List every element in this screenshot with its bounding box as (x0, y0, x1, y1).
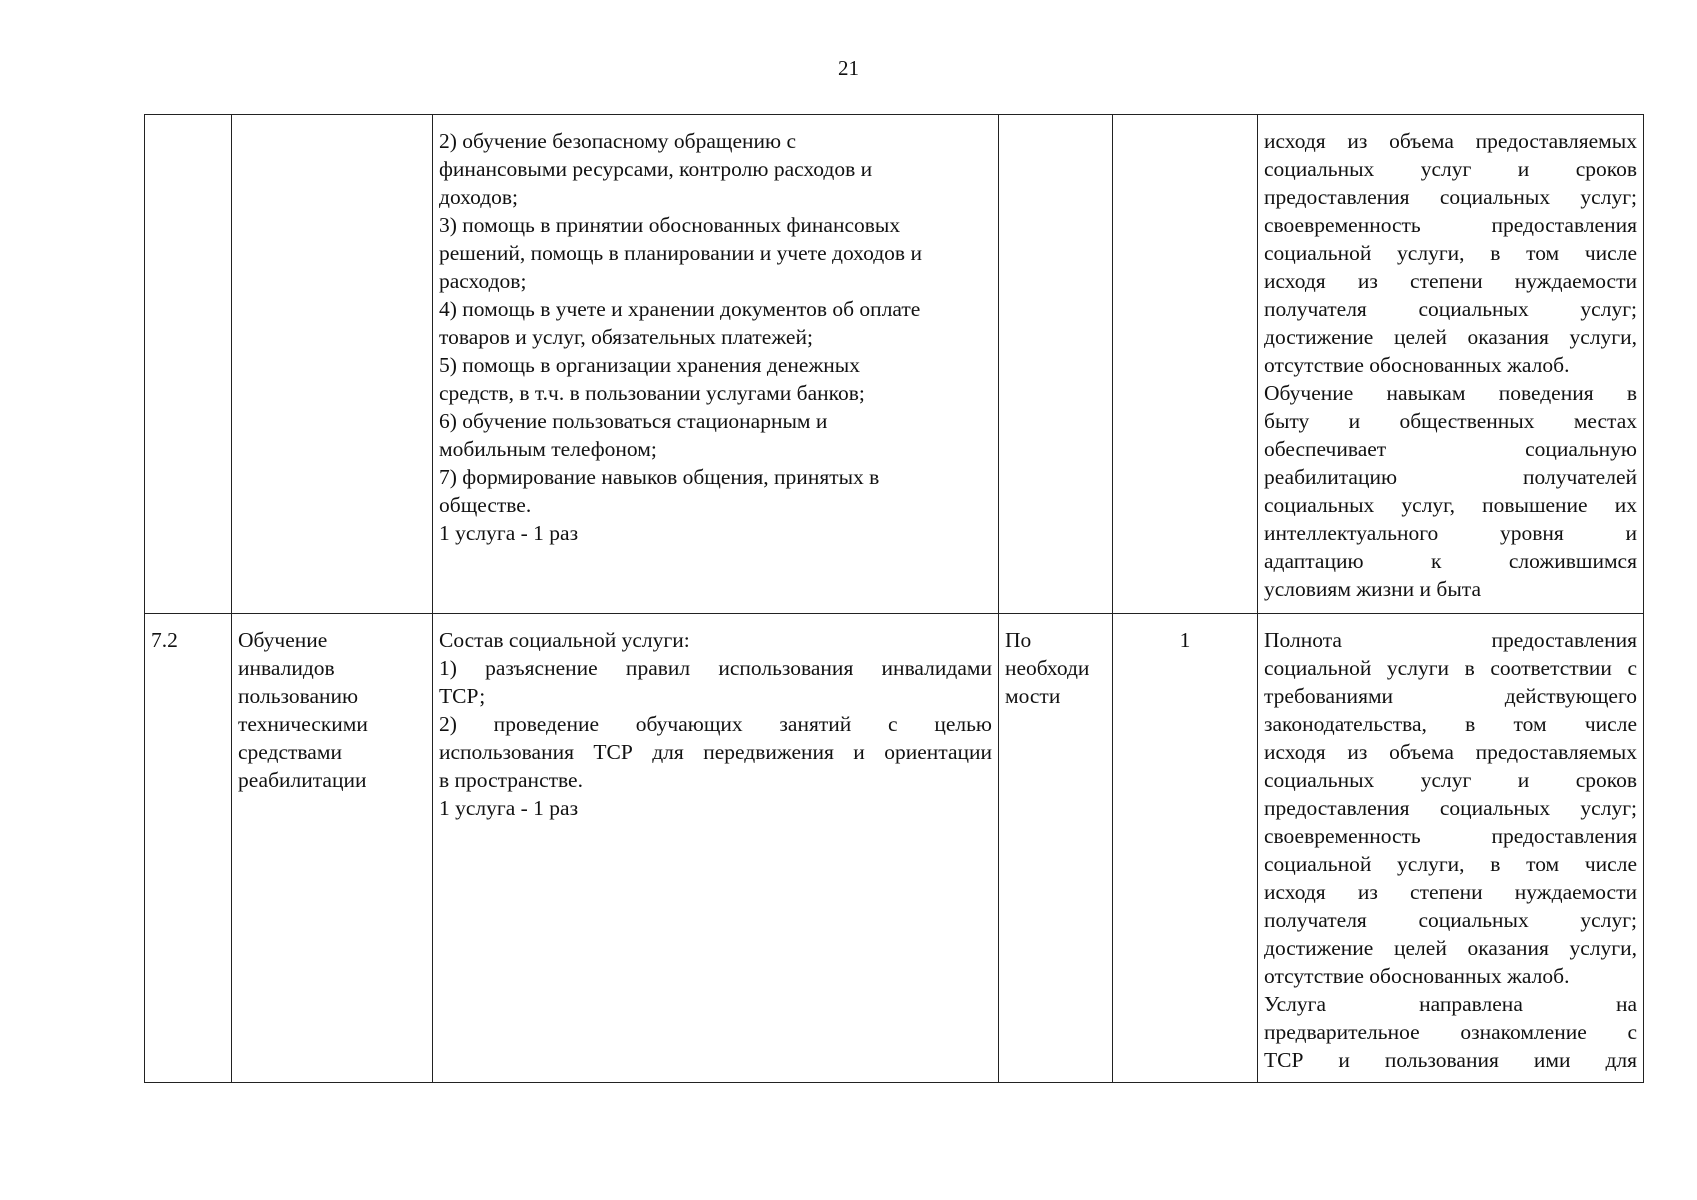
cell-criteria (1258, 614, 1644, 1083)
criteria-line: интеллектуального уровня и (1264, 521, 1637, 545)
criteria-line: предварительное ознакомление с (1264, 1020, 1637, 1044)
criteria-line: адаптацию к сложившимся (1264, 549, 1637, 573)
description-line: 7) формирование навыков общения, принятых в (439, 465, 880, 489)
criteria-line: условиям жизни и быта (1264, 577, 1482, 601)
cell-quantity: 1 (1113, 614, 1258, 1083)
criteria-line: достижение целей оказания услуги, (1264, 936, 1637, 960)
description-line: 1 услуга - 1 раз (439, 796, 579, 820)
description-line: использования ТСР для передвижения и ориентации (439, 740, 992, 764)
description-line: ТСР; (439, 684, 486, 708)
description-line: Состав социальной услуги: (439, 628, 690, 652)
criteria-line: получателя социальных услуг; (1264, 297, 1637, 321)
cell-description (433, 614, 999, 1083)
criteria-line: исходя из степени нуждаемости (1264, 269, 1637, 293)
cell-service-name (232, 614, 433, 1083)
criteria-line: социальной услуги в соответствии с (1264, 656, 1637, 680)
criteria-line: исходя из объема предоставляемых (1264, 740, 1637, 764)
description-line: мобильным телефоном; (439, 437, 657, 461)
criteria-line: обеспечивает социальную (1264, 437, 1637, 461)
description-line: средств, в т.ч. в пользовании услугами банков; (439, 381, 865, 405)
criteria-line: требованиями действующего (1264, 684, 1637, 708)
cell-frequency (999, 614, 1113, 1083)
description-line: доходов; (439, 185, 519, 209)
description-line: 4) помощь в учете и хранении документов об оплате (439, 297, 921, 321)
description-line: 1) разъяснение правил использования инвалидами (439, 656, 992, 680)
criteria-line: отсутствие обоснованных жалоб. (1264, 964, 1570, 988)
criteria-line: законодательства, в том числе (1264, 712, 1637, 736)
criteria-line: Услуга направлена на (1264, 992, 1637, 1016)
description-line: в пространстве. (439, 768, 583, 792)
description-line: 2) обучение безопасному обращению с (439, 129, 797, 153)
description-line: 2) проведение обучающих занятий с целью (439, 712, 992, 736)
cell-number (145, 115, 232, 614)
service-name-line: техническими (238, 712, 368, 736)
criteria-line: Полнота предоставления (1264, 628, 1637, 652)
description-line: 1 услуга - 1 раз (439, 521, 579, 545)
description-line: 5) помощь в организации хранения денежных (439, 353, 861, 377)
criteria-line: социальной услуги, в том числе (1264, 241, 1637, 265)
criteria-line: социальной услуги, в том числе (1264, 852, 1637, 876)
description-line: 6) обучение пользоваться стационарным и (439, 409, 828, 433)
description-line: 3) помощь в принятии обоснованных финансовых (439, 213, 901, 237)
service-name-line: инвалидов (238, 656, 335, 680)
service-name-line: пользованию (238, 684, 359, 708)
cell-description (433, 115, 999, 614)
description-line: решений, помощь в планировании и учете доходов и (439, 241, 922, 265)
criteria-line: своевременность предоставления (1264, 213, 1637, 237)
description-line: обществе. (439, 493, 532, 517)
cell-frequency (999, 115, 1113, 614)
service-name-line: средствами (238, 740, 342, 764)
criteria-line: предоставления социальных услуг; (1264, 185, 1637, 209)
criteria-line: отсутствие обоснованных жалоб. (1264, 353, 1570, 377)
criteria-line: социальных услуг и сроков (1264, 768, 1637, 792)
cell-criteria (1258, 115, 1644, 614)
cell-service-name (232, 115, 433, 614)
criteria-line: исходя из степени нуждаемости (1264, 880, 1637, 904)
frequency-line: необходи (1005, 656, 1090, 680)
frequency-line: мости (1005, 684, 1061, 708)
table-row-7-2 (145, 614, 1644, 1083)
service-name-line: Обучение (238, 628, 328, 652)
description-line: финансовыми ресурсами, контролю расходов и (439, 157, 873, 181)
criteria-line: достижение целей оказания услуги, (1264, 325, 1637, 349)
criteria-line: быту и общественных местах (1264, 409, 1637, 433)
cell-number: 7.2 (145, 614, 232, 1083)
description-line: товаров и услуг, обязательных платежей; (439, 325, 813, 349)
criteria-line: своевременность предоставления (1264, 824, 1637, 848)
service-name-line: реабилитации (238, 768, 367, 792)
criteria-line: социальных услуг, повышение их (1264, 493, 1637, 517)
table-row-continued (145, 115, 1644, 614)
frequency-line: По (1005, 628, 1032, 652)
criteria-line: социальных услуг и сроков (1264, 157, 1637, 181)
page-number: 21 (838, 56, 859, 80)
criteria-line: предоставления социальных услуг; (1264, 796, 1637, 820)
description-line: расходов; (439, 269, 527, 293)
criteria-line: исходя из объема предоставляемых (1264, 129, 1637, 153)
criteria-line: Обучение навыкам поведения в (1264, 381, 1637, 405)
cell-quantity (1113, 115, 1258, 614)
criteria-line: получателя социальных услуг; (1264, 908, 1637, 932)
criteria-line: реабилитацию получателей (1264, 465, 1637, 489)
criteria-line: ТСР и пользования ими для (1264, 1048, 1637, 1072)
services-table (144, 114, 1644, 1083)
